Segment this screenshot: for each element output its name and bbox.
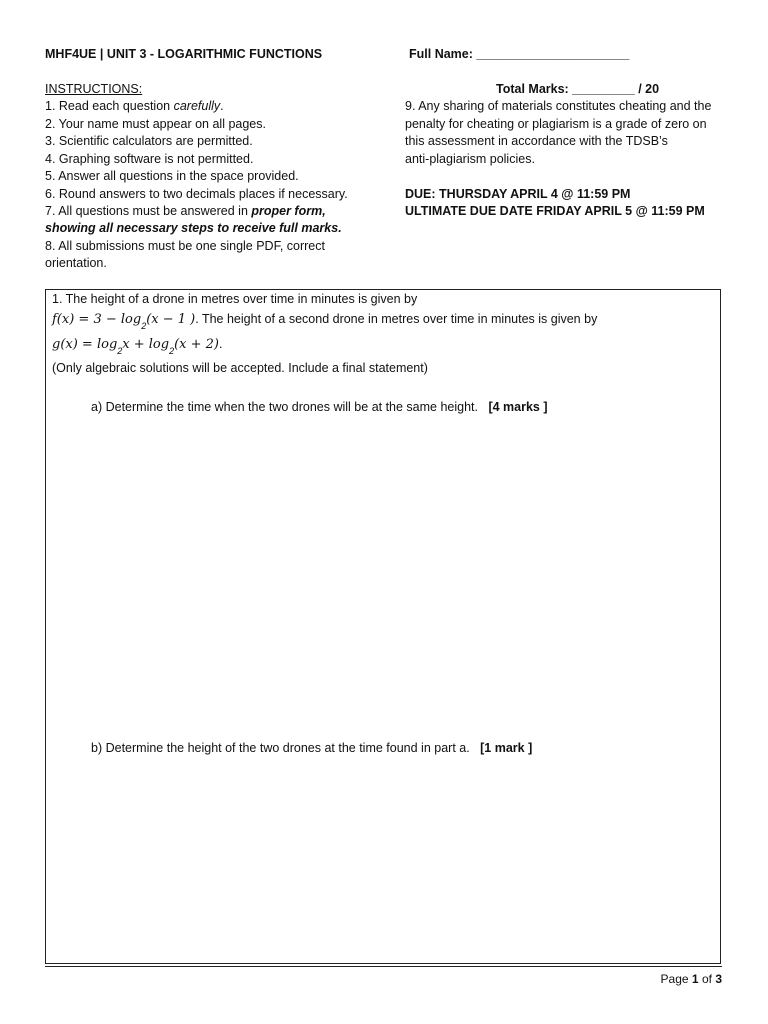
course-title: MHF4UE | UNIT 3 - LOGARITHMIC FUNCTIONS	[45, 47, 323, 61]
question-1-intro: 1. The height of a drone in metres over time in minutes is given by	[52, 292, 418, 306]
g-equation-c: (x + 2)	[174, 337, 219, 352]
instruction-7-emphasis-2: showing all necessary steps to receive full marks.	[45, 221, 342, 235]
equation-g	[52, 336, 222, 355]
part-b-answer-space[interactable]	[52, 763, 712, 958]
ultimate-due-date: ULTIMATE DUE DATE FRIDAY APRIL 5 @ 11:59 PM	[405, 204, 705, 218]
g-equation-base-1: 2	[117, 346, 123, 356]
instruction-4: 4. Graphing software is not permitted.	[45, 152, 254, 166]
page-word: Page	[660, 972, 689, 986]
instruction-9-line2: penalty for cheating or plagiarism is a grade of zero on	[405, 117, 707, 131]
total-marks-field[interactable]: Total Marks: _________ / 20	[496, 82, 660, 96]
full-name-field[interactable]: Full Name: ______________________	[409, 47, 630, 61]
due-date: DUE: THURSDAY APRIL 4 @ 11:59 PM	[405, 187, 631, 201]
instruction-9: 9. Any sharing of materials constitutes cheating and the	[405, 99, 712, 113]
instruction-8: 8. All submissions must be one single PDF, correct	[45, 239, 325, 253]
part-a-text: a) Determine the time when the two drones will be at the same height.	[91, 400, 479, 414]
current-page: 1	[691, 972, 699, 986]
instruction-1-text: 1. Read each question	[45, 99, 174, 113]
g-equation-tail: .	[219, 337, 223, 351]
part-b	[91, 740, 532, 758]
instruction-7-text: 7. All questions must be answered in	[45, 204, 252, 218]
instruction-2: 2. Your name must appear on all pages.	[45, 117, 266, 131]
g-equation-a: g(x) = log	[52, 337, 118, 352]
instruction-1-period: .	[220, 99, 224, 113]
instruction-7-cont	[45, 220, 342, 238]
part-b-marks: [1 mark ]	[480, 741, 533, 755]
instruction-7-emphasis: proper form,	[251, 204, 326, 218]
footer-divider	[45, 966, 722, 967]
g-equation-b: x + log	[122, 337, 170, 352]
total-pages: 3	[715, 972, 722, 986]
part-a	[91, 399, 548, 417]
instruction-3: 3. Scientific calculators are permitted.	[45, 134, 253, 148]
f-equation-base: 2	[141, 321, 147, 331]
g-equation-base-2: 2	[169, 346, 175, 356]
of-word: of	[701, 972, 712, 986]
question-1-note: (Only algebraic solutions will be accepted. Include a final statement)	[52, 361, 428, 375]
instructions-heading: INSTRUCTIONS:	[45, 82, 143, 96]
instruction-6: 6. Round answers to two decimals places if necessary.	[45, 187, 348, 201]
instruction-7	[45, 203, 326, 221]
equation-f	[52, 311, 597, 330]
f-equation-right: (x − 1 )	[146, 312, 196, 327]
page-number	[661, 972, 722, 986]
instruction-9-line4: anti-plagiarism policies.	[405, 152, 535, 166]
f-equation-tail: . The height of a second drone in metres over time in minutes is given by	[195, 312, 598, 326]
f-equation-left: f(x) = 3 − log	[52, 312, 142, 327]
instruction-8-cont: orientation.	[45, 256, 107, 270]
part-a-answer-space[interactable]	[52, 422, 712, 732]
instruction-1-emphasis: carefully	[173, 99, 221, 113]
instruction-5: 5. Answer all questions in the space provided.	[45, 169, 299, 183]
instruction-9-line3: this assessment in accordance with the TDSB’s	[405, 134, 668, 148]
instruction-1	[45, 98, 224, 116]
part-a-marks: [4 marks ]	[488, 400, 548, 414]
part-b-text: b) Determine the height of the two drones at the time found in part a.	[91, 741, 470, 755]
